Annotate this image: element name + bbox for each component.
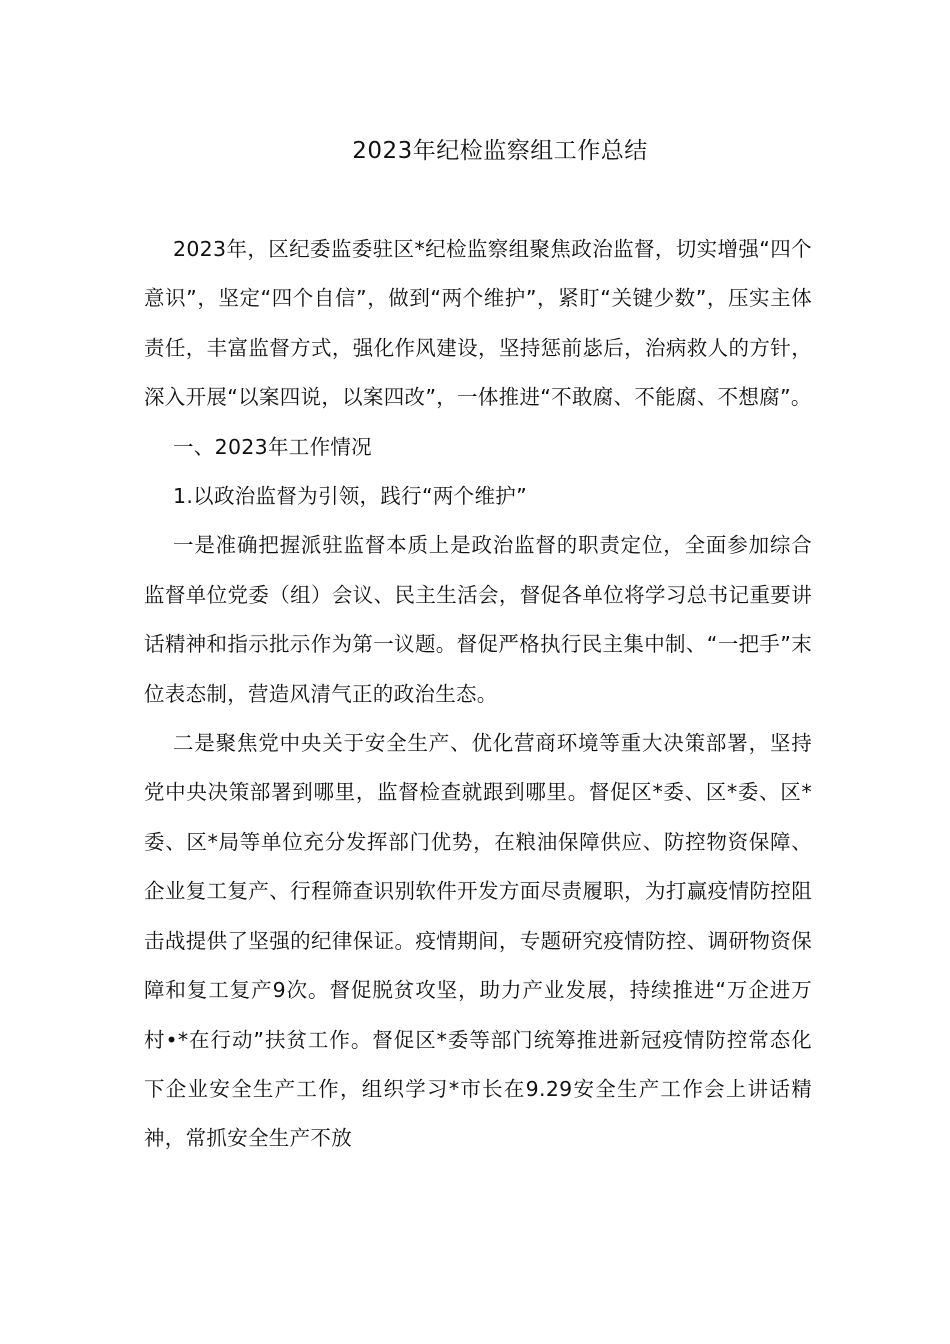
subsection-heading: 1.以政治监督为引领，践行“两个维护”: [173, 484, 527, 509]
section-heading: 一、2023年工作情况: [173, 434, 372, 459]
intro-paragraph: 2023年，区纪委监委驻区*纪检监察组聚焦政治监督，切实增强“四个意识”，坚定“四个自信”，做到“两个维护”，紧盯“关键少数”，压实主体责任，丰富监督方式，强化作风建设，坚持惩前毖后，治病救人的方针，深入开展“以案四说，以案四改”，一体推进“不敢腐、不能腐、不想腐”。: [144, 237, 812, 410]
document-title: 2023年纪检监察组工作总结: [352, 138, 648, 164]
body-paragraph-1: 一是准确把握派驻监督本质上是政治监督的职责定位，全面参加综合监督单位党委（组）会议、民主生活会，督促各单位将学习总书记重要讲话精神和指示批示作为第一议题。督促严格执行民主集中制、“一把手”末位表态制，营造风清气正的政治生态。: [144, 533, 812, 706]
document-body: [144, 225, 812, 1164]
body-paragraph-2: 二是聚焦党中央关于安全生产、优化营商环境等重大决策部署，坚持党中央决策部署到哪里，监督检查就跟到哪里。督促区*委、区*委、区*委、区*局等单位充分发挥部门优势，在粮油保障供应、防控物资保障、企业复工复产、行程筛查识别软件开发方面尽责履职，为打赢疫情防控阻击战提供了坚强的纪律保证。疫情期间，专题研究疫情防控、调研物资保障和复工复产9次。督促脱贫攻坚，助力产业发展，持续推进“万企进万村•*在行动”扶贫工作。督促区*委等部门统筹推进新冠疫情防控常态化下企业安全生产工作，组织学习*市长在9.29安全生产工作会上讲话精神，常抓安全生产不放: [144, 731, 812, 1151]
